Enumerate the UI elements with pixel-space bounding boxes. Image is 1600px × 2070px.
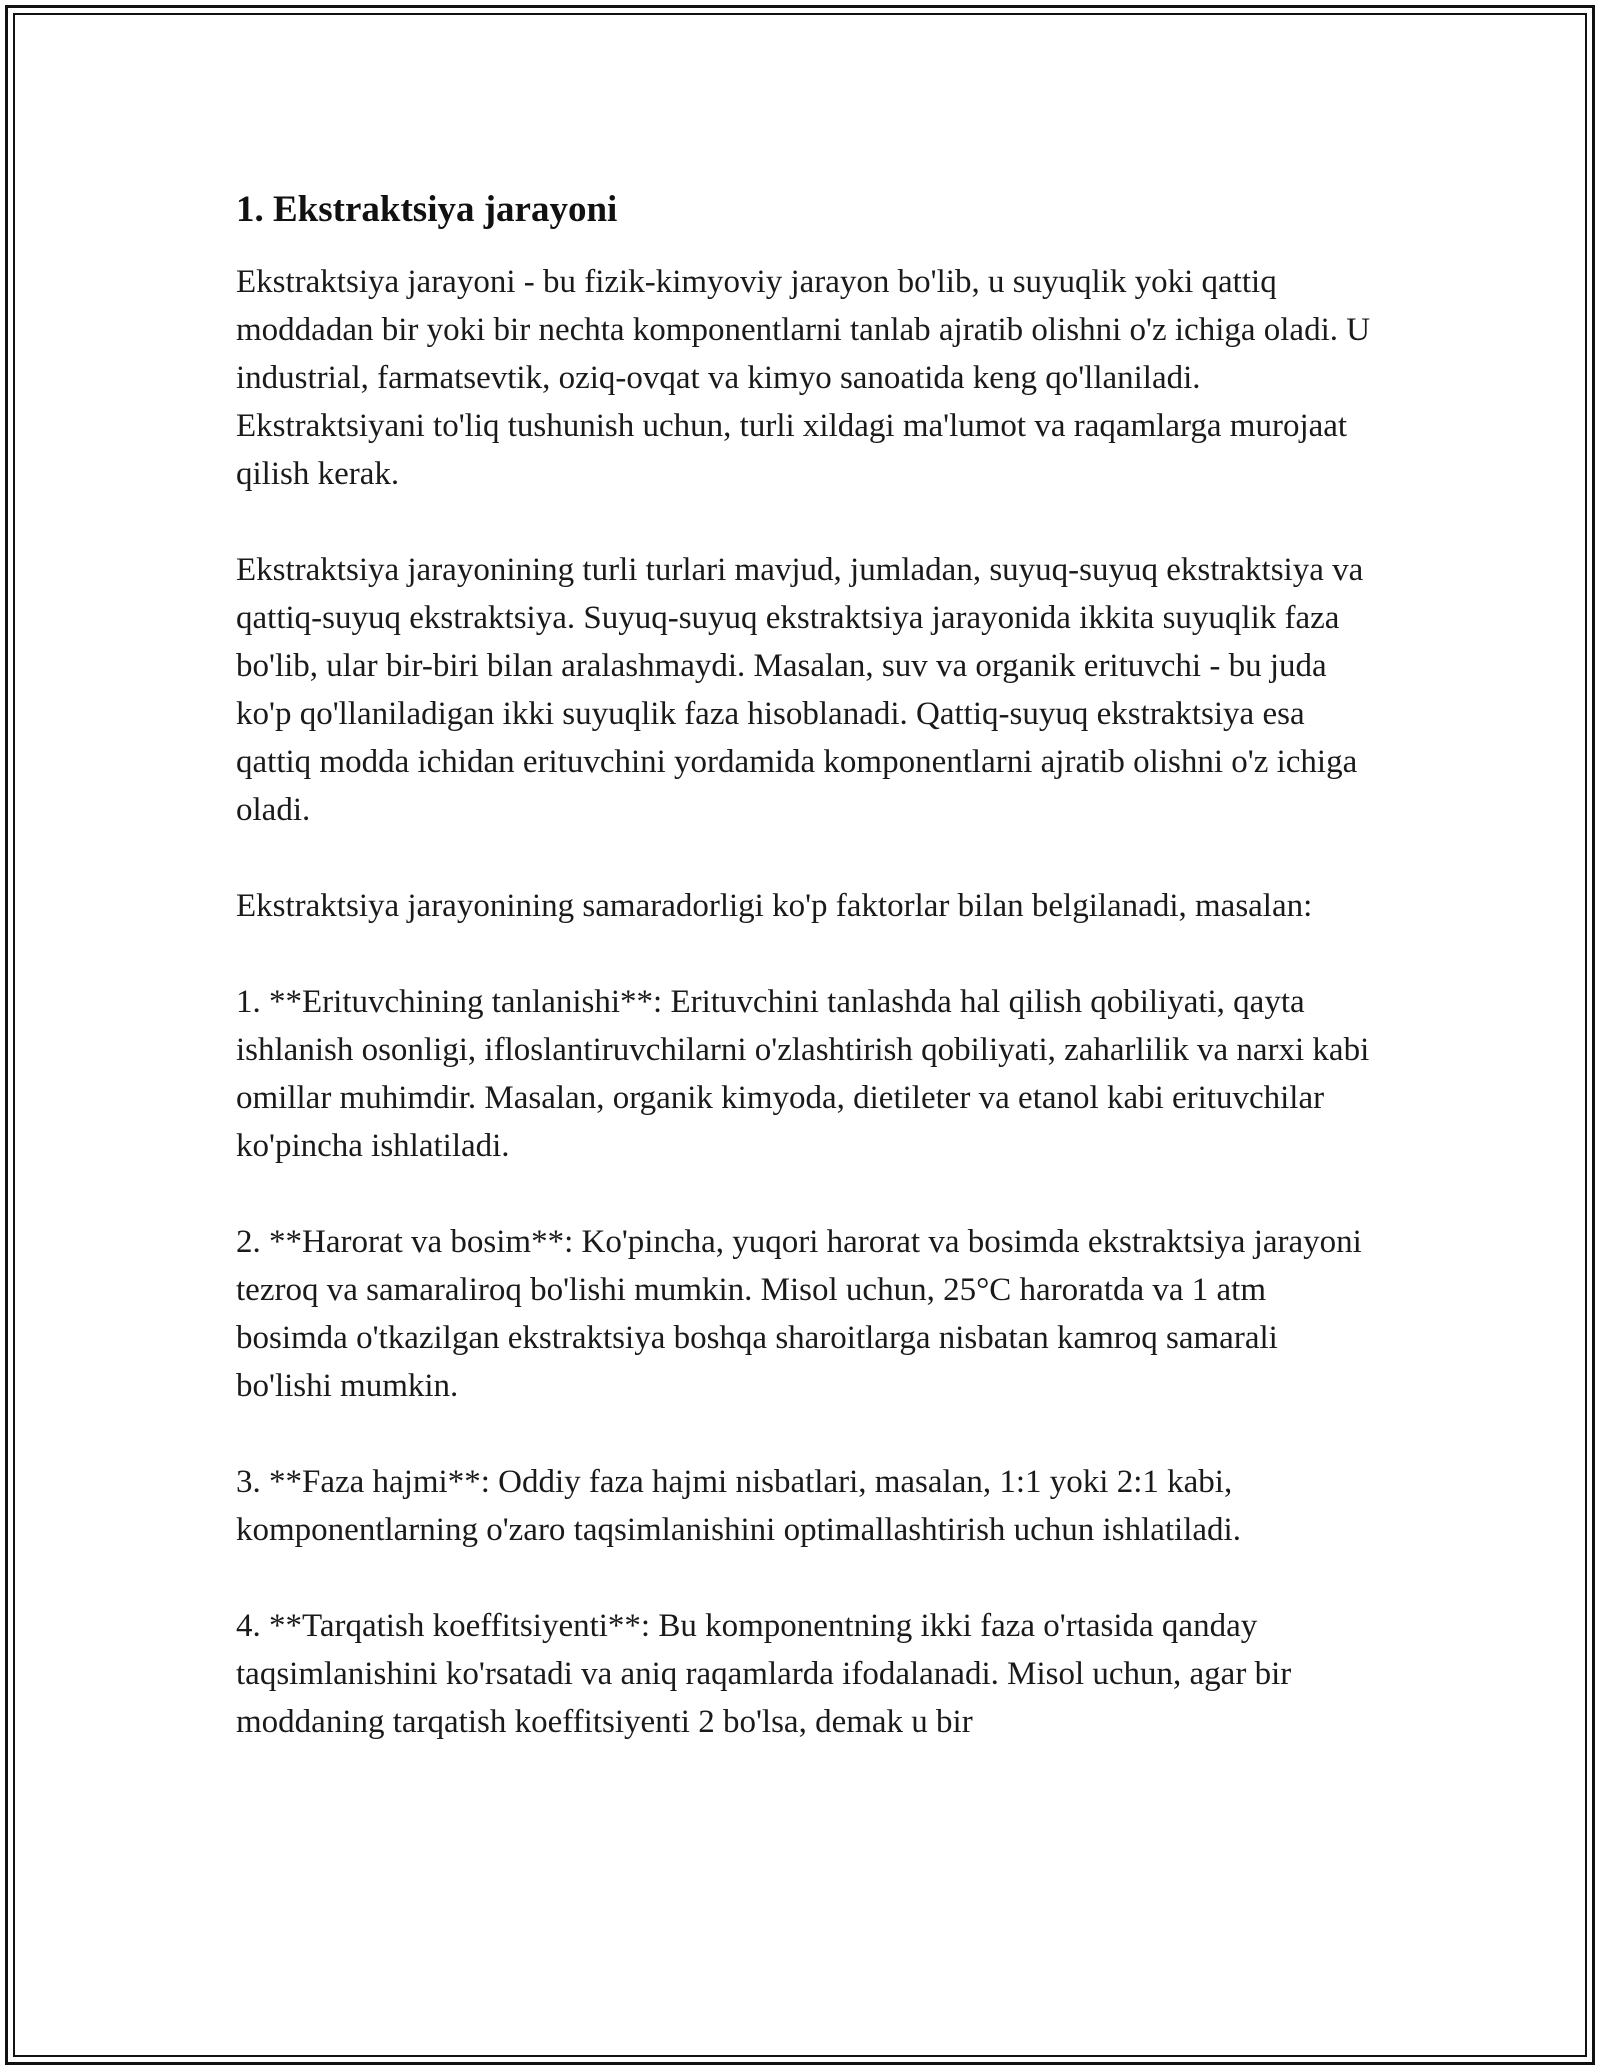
paragraph-factors-intro: Ekstraktsiya jarayonining samaradorligi ko'p faktorlar bilan belgilanadi, masalan: [236,888,1313,925]
list-item-solvent: 1. **Erituvchining tanlanishi**: Erituvchini tanlashda hal qilish qobiliyati, qayta ishlanish osonligi, ifloslantiruvchilarni o'zlashtirish qobiliyati, zaharlilik va narxi kabi omillar muhimdir. Masalan, organik kimyoda, dietileter va etanol kabi erituvchilar ko'pincha ishlatiladi. [236,984,1370,1165]
list-item-temperature-pressure: 2. **Harorat va bosim**: Ko'pincha, yuqori harorat va bosimda ekstraktsiya jarayoni tezroq va samaraliroq bo'lishi mumkin. Misol uchun, 25°C haroratda va 1 atm bosimda o'tkazilgan ekstraktsiya boshqa sharoitlarga nisbatan kamroq samarali bo'lishi mumkin. [236,1224,1362,1405]
paragraph-types: Ekstraktsiya jarayonining turli turlari mavjud, jumladan, suyuq-suyuq ekstraktsiya va qattiq-suyuq ekstraktsiya. Suyuq-suyuq ekstraktsiya jarayonida ikkita suyuqlik faza bo'lib, ular bir-biri bilan aralashmaydi. Masalan, suv va organik erituvchi - bu juda ko'p qo'llaniladigan ikki suyuqlik faza hisoblanadi. Qattiq-suyuq ekstraktsiya esa qattiq modda ichidan erituvchini yordamida komponentlarni ajratib olishni o'z ichiga oladi. [236,552,1364,829]
document-body [236,186,1376,1746]
paragraph-intro: Ekstraktsiya jarayoni - bu fizik-kimyoviy jarayon bo'lib, u suyuqlik yoki qattiq moddadan bir yoki bir nechta komponentlarni tanlab ajratib olishni o'z ichiga oladi. U industrial, farmatsevtik, oziq-ovqat va kimyo sanoatida keng qo'llaniladi. Ekstraktsiyani to'liq tushunish uchun, turli xildagi ma'lumot va raqamlarga murojaat qilish kerak. [236,264,1371,493]
list-item-phase-volume: 3. **Faza hajmi**: Oddiy faza hajmi nisbatlari, masalan, 1:1 yoki 2:1 kabi, komponentlarning o'zaro taqsimlanishini optimallashtirish uchun ishlatiladi. [236,1464,1241,1549]
list-item-distribution-coefficient: 4. **Tarqatish koeffitsiyenti**: Bu komponentning ikki faza o'rtasida qanday taqsimlanishini ko'rsatadi va aniq raqamlarda ifodalanadi. Misol uchun, agar bir moddaning tarqatish koeffitsiyenti 2 bo'lsa, demak u bir [236,1608,1292,1741]
section-heading: 1. Ekstraktsiya jarayoni [236,189,618,230]
